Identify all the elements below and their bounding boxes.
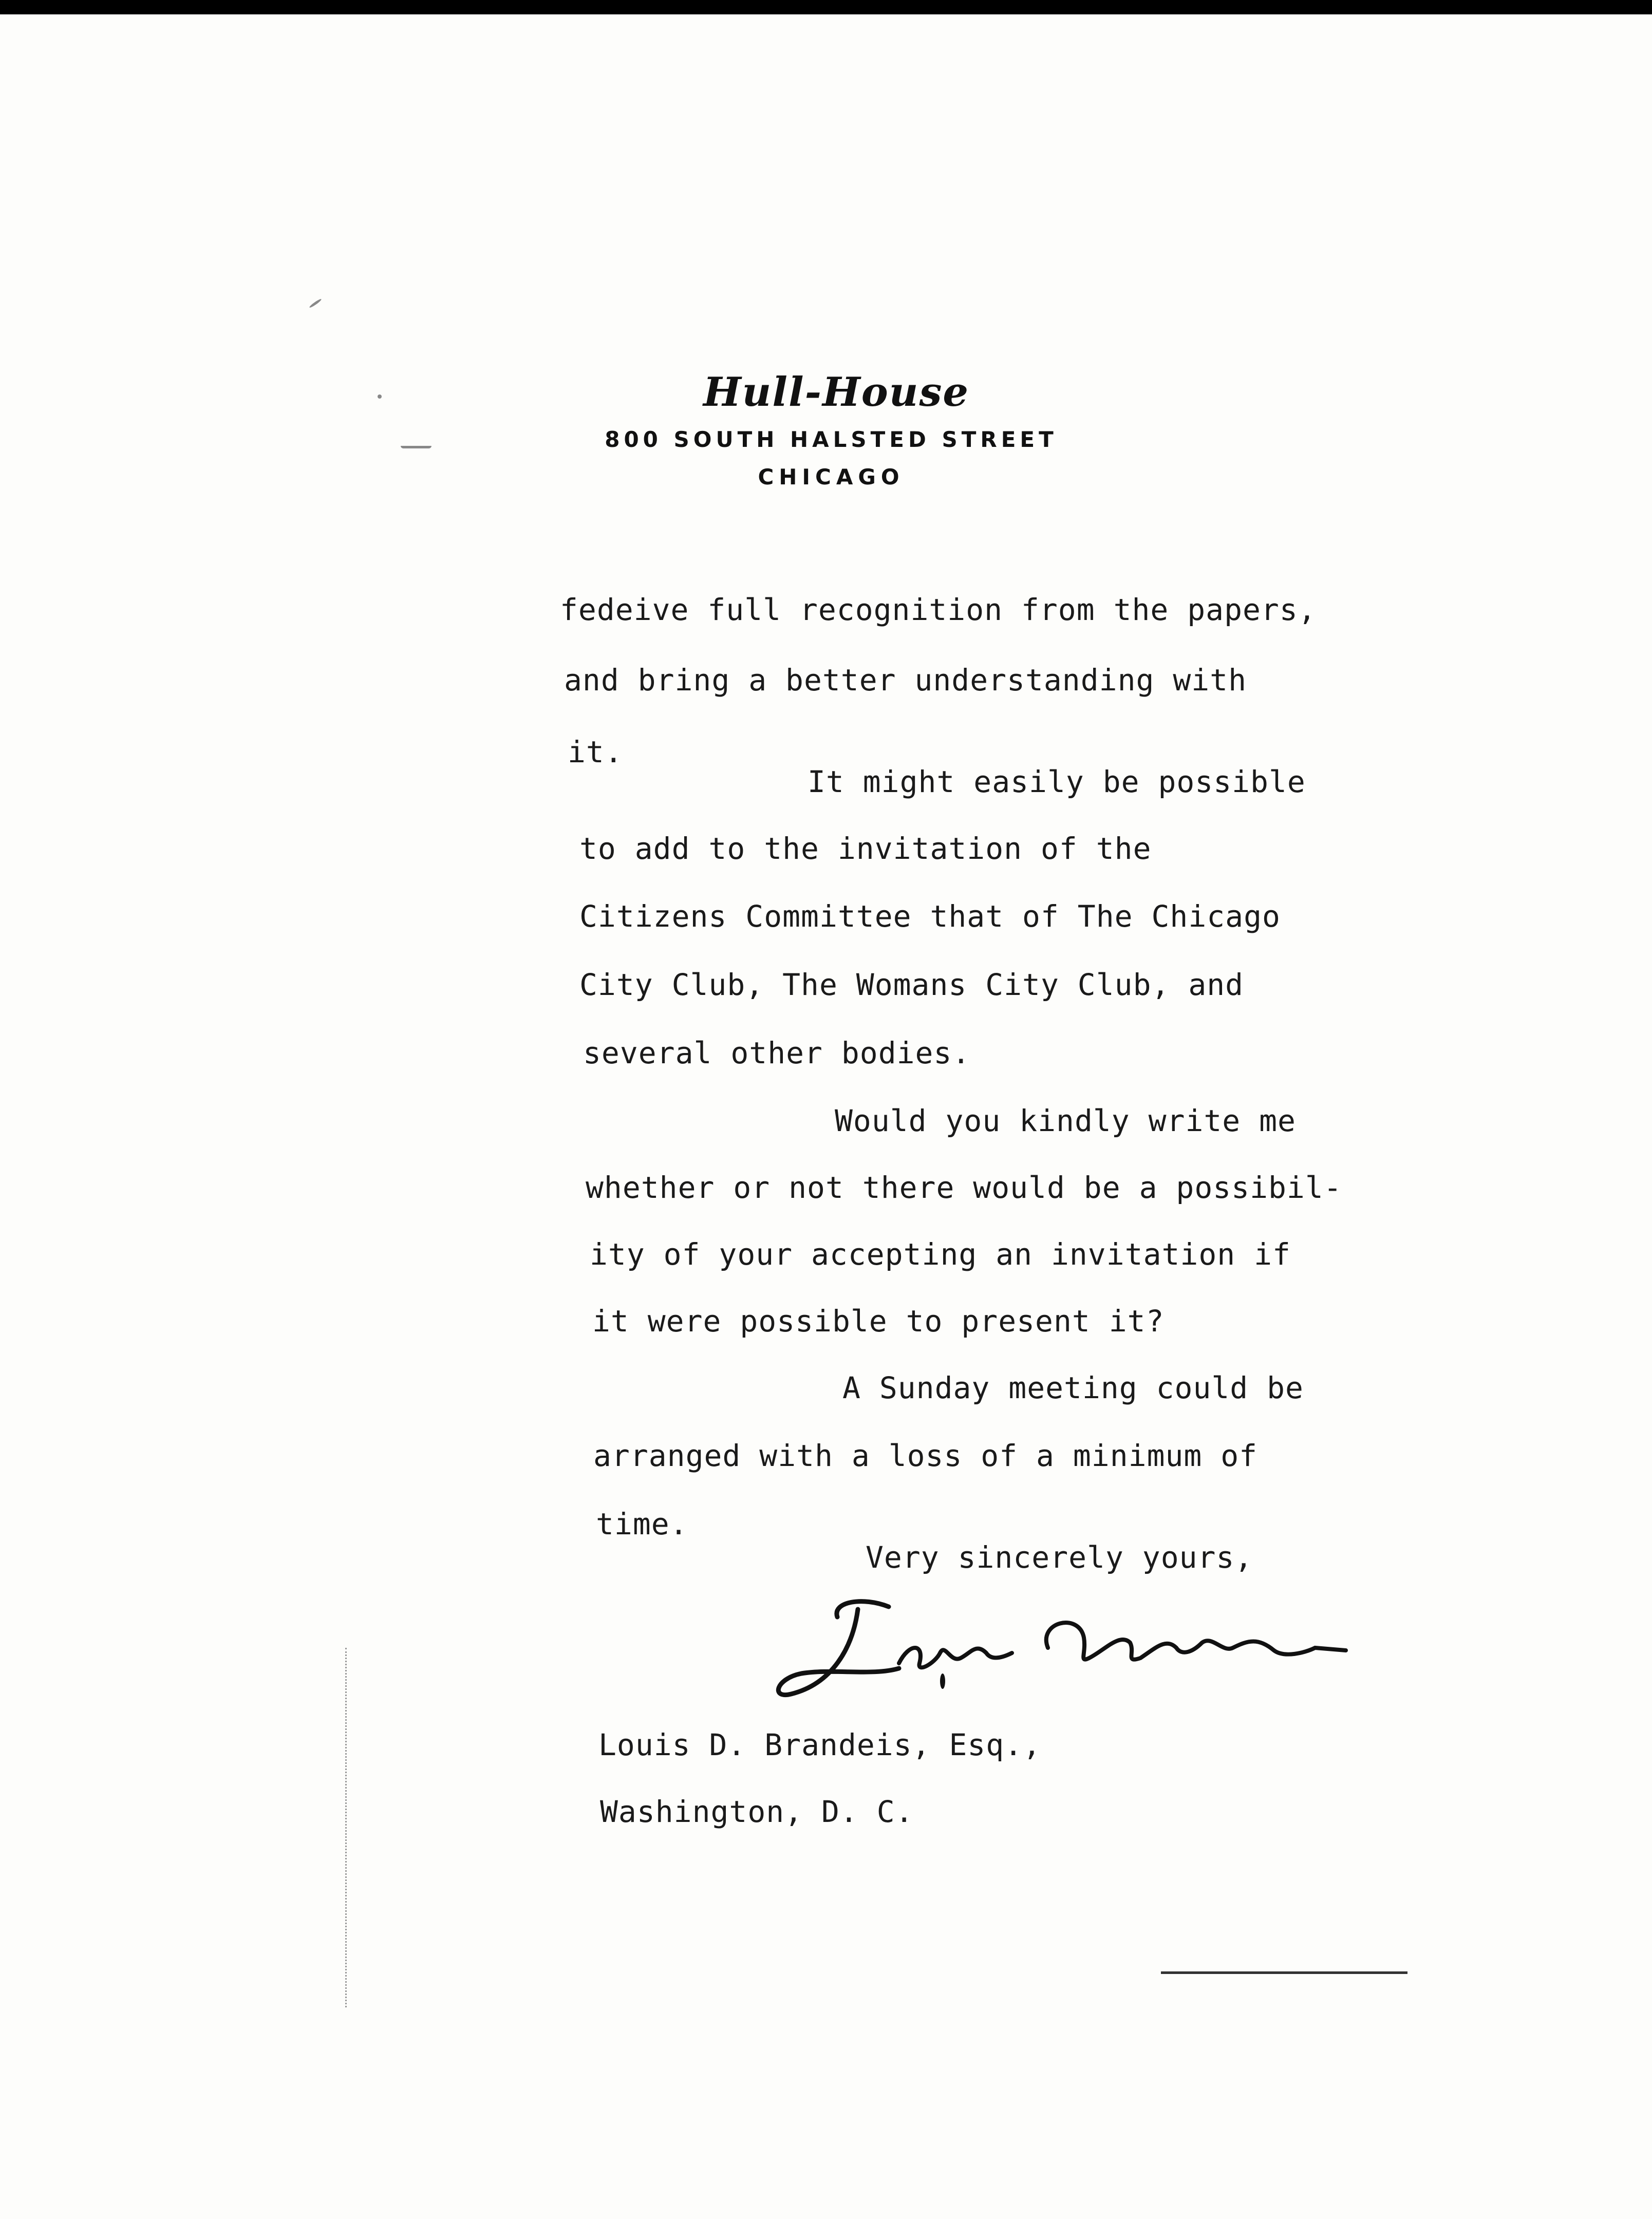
letterhead-street: 800 SOUTH HALSTED STREET <box>605 427 1058 452</box>
body-line-6: Citizens Committee that of The Chicago <box>579 899 1281 934</box>
letterhead-city: CHICAGO <box>758 464 905 490</box>
body-line-4: It might easily be possible <box>808 764 1306 799</box>
body-line-10: whether or not there would be a possibil- <box>586 1170 1342 1205</box>
body-line-9: Would you kindly write me <box>835 1103 1296 1138</box>
letterhead <box>0 369 1652 490</box>
body-line-3: it. <box>568 735 623 769</box>
signature <box>771 1586 1377 1709</box>
margin-mark <box>345 1648 348 2007</box>
recipient-city: Washington, D. C. <box>600 1794 914 1829</box>
scan-speck <box>378 394 382 399</box>
body-line-14: arranged with a loss of a minimum of <box>593 1438 1258 1473</box>
closing: Very sincerely yours, <box>866 1540 1253 1575</box>
body-line-13: A Sunday meeting could be <box>842 1370 1304 1405</box>
recipient-name: Louis D. Brandeis, Esq., <box>598 1727 1042 1762</box>
body-line-8: several other bodies. <box>583 1036 971 1070</box>
letter-page <box>0 14 1652 2219</box>
scan-speck <box>940 1673 945 1689</box>
scan-speck <box>401 446 431 448</box>
body-line-11: ity of your accepting an invitation if <box>590 1237 1291 1272</box>
body-line-15: time. <box>596 1507 688 1541</box>
footer-rule <box>1161 1971 1407 1974</box>
scan-speck <box>309 298 322 308</box>
body-line-5: to add to the invitation of the <box>579 831 1152 866</box>
body-line-2: and bring a better understanding with <box>564 663 1247 698</box>
body-line-7: City Club, The Womans City Club, and <box>579 967 1244 1002</box>
body-line-1: fedeive full recognition from the papers, <box>560 592 1317 627</box>
body-line-12: it were possible to present it? <box>592 1304 1165 1339</box>
letterhead-name: Hull-House <box>703 369 969 416</box>
